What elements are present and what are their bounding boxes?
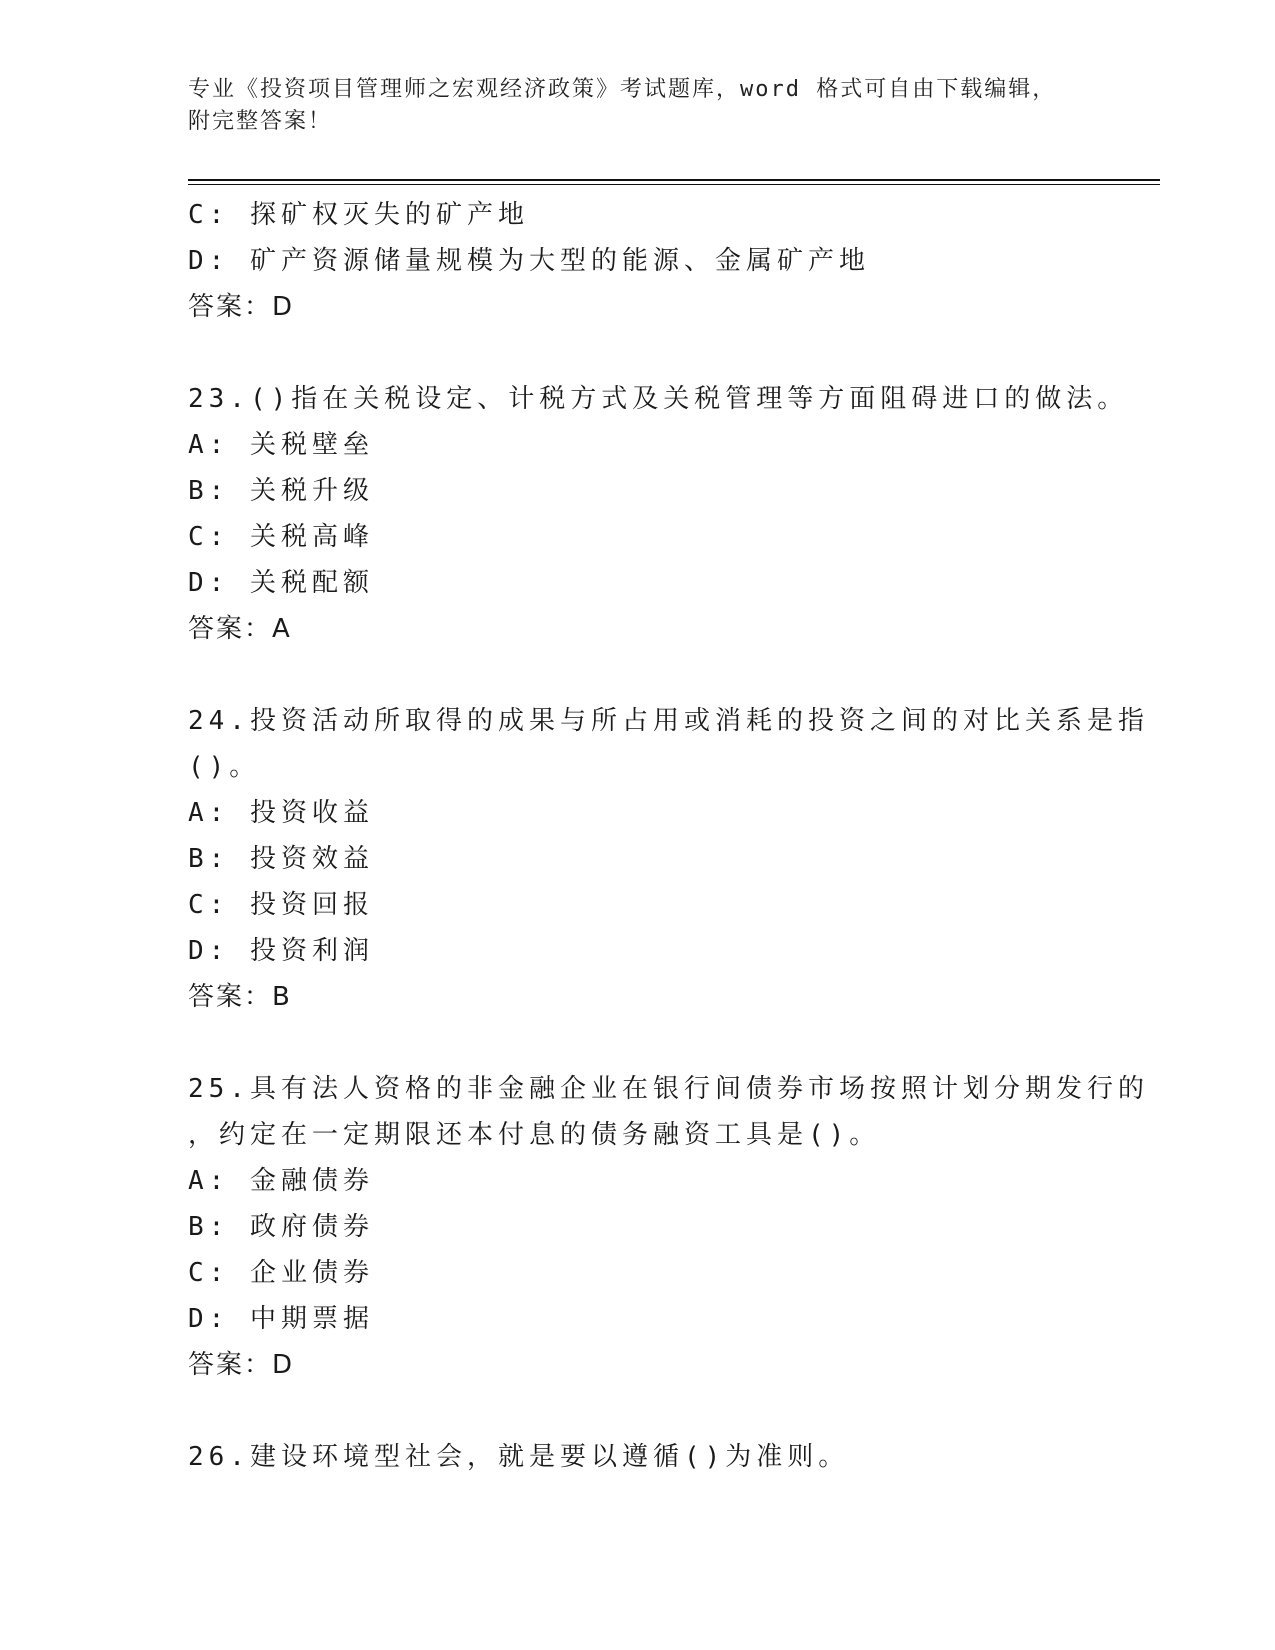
- answer-line: 答案：B: [188, 982, 292, 1012]
- question-25: [188, 1066, 1149, 1388]
- question-stem-line: 23.()指在关税设定、计税方式及关税管理等方面阻碍进口的做法。: [188, 384, 1129, 414]
- option-d: D: 矿产资源储量规模为大型的能源、金属矿产地: [188, 246, 870, 276]
- spacer: [188, 1020, 1088, 1066]
- answer-line: 答案：D: [188, 292, 295, 322]
- question-stem-line: 25.具有法人资格的非金融企业在银行间债券市场按照计划分期发行的: [188, 1074, 1149, 1104]
- option-c: C: 关税高峰: [188, 522, 374, 552]
- option-a: A: 关税壁垒: [188, 430, 374, 460]
- option-b: B: 政府债券: [188, 1212, 374, 1242]
- spacer: [188, 1388, 1088, 1434]
- option-d: D: 关税配额: [188, 568, 374, 598]
- spacer: [188, 330, 1088, 376]
- question-list: [188, 192, 1149, 1480]
- answer-line: 答案：A: [188, 614, 292, 644]
- question-stem-line: ()。: [188, 752, 261, 782]
- question-stem: [188, 1434, 1088, 1480]
- option-b: B: 关税升级: [188, 476, 374, 506]
- option-a: A: 投资收益: [188, 798, 374, 828]
- question-24: [188, 698, 1149, 1020]
- option-c: C: 企业债券: [188, 1258, 374, 1288]
- option-b: B: 投资效益: [188, 844, 374, 874]
- question-stem-line: 24.投资活动所取得的成果与所占用或消耗的投资之间的对比关系是指: [188, 706, 1149, 736]
- question-stem: [188, 1066, 1149, 1158]
- option-d: D: 中期票据: [188, 1304, 374, 1334]
- header-divider-thin: [188, 184, 1160, 185]
- question-23: [188, 376, 1129, 652]
- question-stem-line: ，约定在一定期限还本付息的债务融资工具是()。: [188, 1120, 881, 1150]
- question-stem: [188, 376, 1129, 422]
- header-divider-thick: [188, 179, 1160, 181]
- question-26: [188, 1434, 1088, 1480]
- document-header: [188, 74, 1088, 138]
- header-line-2: 附完整答案！: [188, 109, 333, 134]
- option-c: C: 投资回报: [188, 890, 374, 920]
- option-a: A: 金融债券: [188, 1166, 374, 1196]
- answer-line: 答案：D: [188, 1350, 295, 1380]
- question-stem: [188, 698, 1149, 790]
- question-22-continued: [188, 192, 1088, 330]
- question-stem-line: 26.建设环境型社会，就是要以遵循()为准则。: [188, 1442, 850, 1472]
- spacer: [188, 652, 1088, 698]
- header-line-1: 专业《投资项目管理师之宏观经济政策》考试题库，word 格式可自由下载编辑，: [188, 77, 1057, 102]
- option-d: D: 投资利润: [188, 936, 374, 966]
- option-c: C: 探矿权灭失的矿产地: [188, 200, 529, 230]
